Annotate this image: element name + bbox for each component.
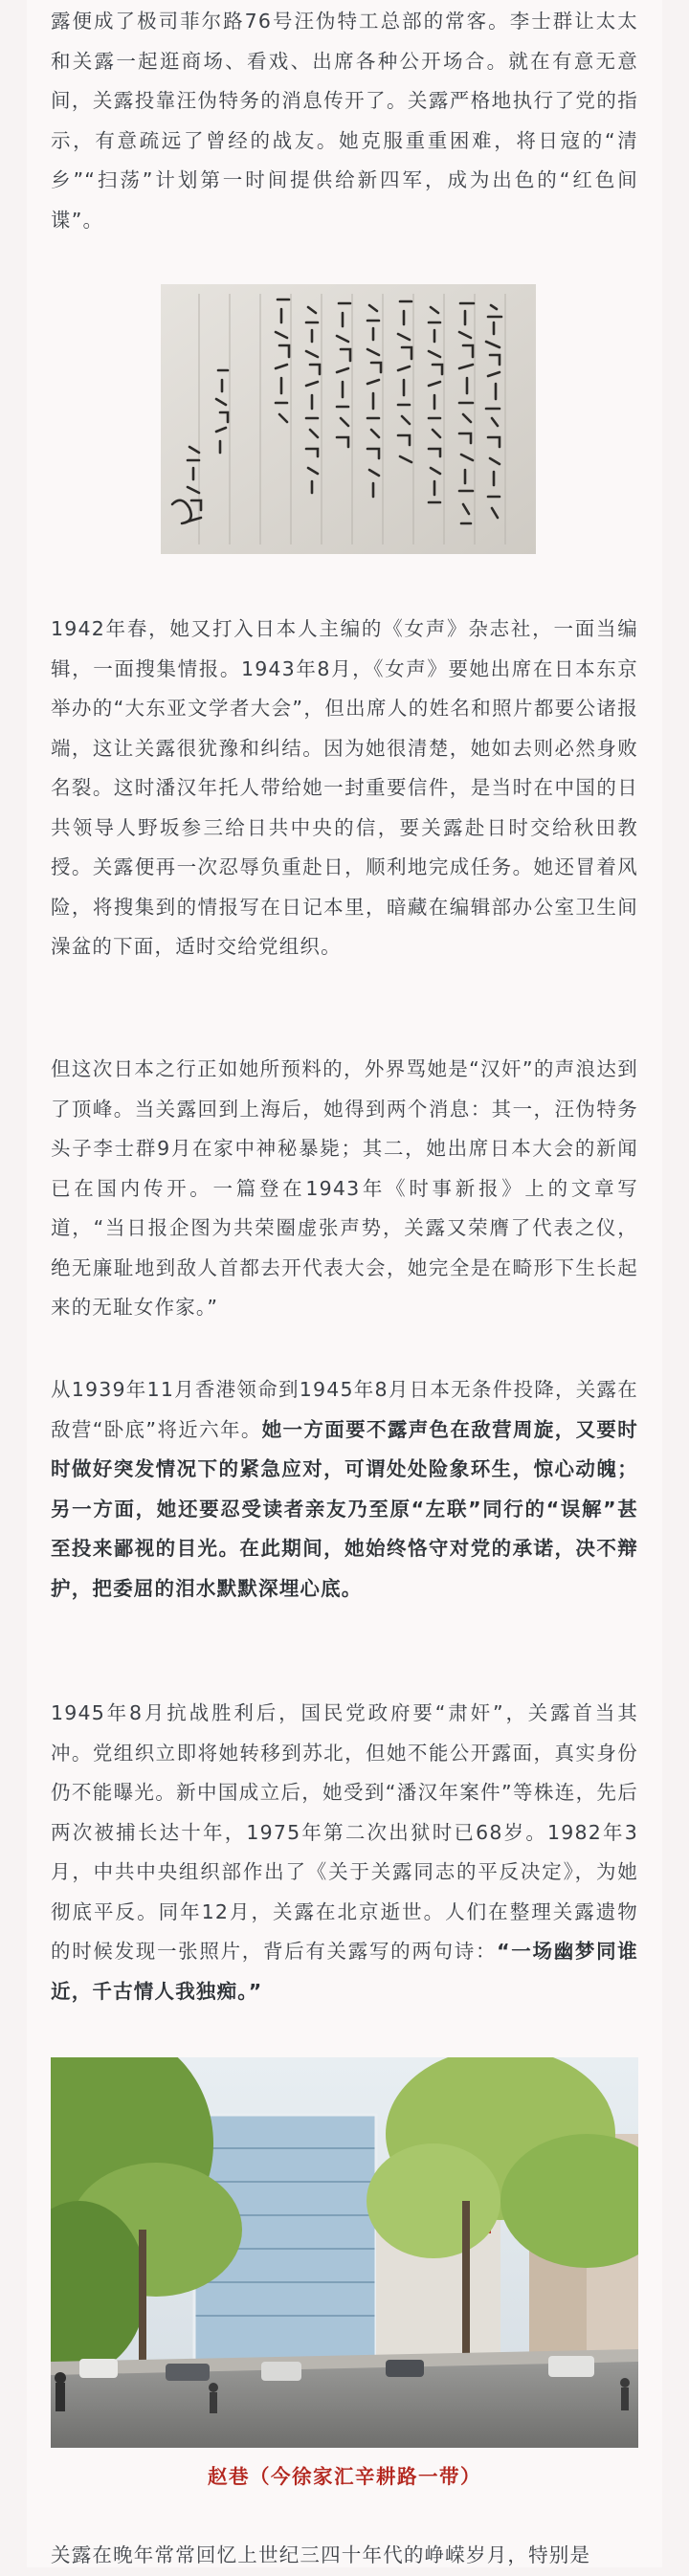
handwritten-document-image [161, 284, 536, 554]
poem-quote: “一场幽梦同谁近，千古情人我独痴。” [51, 1940, 638, 2003]
paragraph-2: 1942年春，她又打入日本人主编的《女声》杂志社，一面当编辑，一面搜集情报。1943年8月，《女声》要她出席在日本东京举办的“大东亚文学者大会”，但出席人的姓名和照片都要公诸报端，这让关露很犹豫和纠结。因为她很清楚，她如去则必然身败名裂。这时潘汉年托人带给她一封重要信件，是当时在中国的日共领导人野坂参三给日共中央的信，要关露赴日时交给秋田教授。关露便再一次忍辱负重赴日，顺利地完成任务。她还冒着风险，将搜集到的情报写在日记本里，暗藏在编辑部办公室卫生间澡盆的下面，适时交给党组织。 [51, 617, 638, 958]
paragraph-6: 关露在晚年常常回忆上世纪三四十年代的峥嵘岁月，特别是 [51, 2543, 591, 2566]
article-page [27, 0, 662, 2567]
street-photo-caption: 赵巷（今徐家汇辛耕路一带） [208, 2465, 481, 2488]
paragraph-4-text: 从1939年11月香港领命到1945年8月日本无条件投降，关露在敌营“卧底”将近六年。 [51, 1378, 638, 1441]
paragraph-1: 露便成了极司菲尔路76号汪伪特工总部的常客。李士群让太太和关露一起逛商场、看戏、出席各种公开场合。就在有意无意间，关露投靠汪伪特务的消息传开了。关露严格地执行了党的指示，有意疏远了曾经的战友。她克服重重困难，将日寇的“清乡”“扫荡”计划第一时间提供给新四军，成为出色的“红色间谍”。 [51, 10, 638, 232]
paragraph-3: 但这次日本之行正如她所预料的，外界骂她是“汉奸”的声浪达到了顶峰。当关露回到上海后，她得到两个消息：其一，汪伪特务头子李士群9月在家中神秘暴毙；其二，她出席日本大会的新闻已在国内传开。一篇登在1943年《时事新报》上的文章写道，“当日报企图为共荣圈虚张声势，关露又荣膺了代表之仪，绝无廉耻地到敌人首都去开代表大会，她完全是在畸形下生长起来的无耻女作家。” [51, 1057, 638, 1319]
paragraph-5-text: 1945年8月抗战胜利后，国民党政府要“肃奸”，关露首当其冲。党组织立即将她转移到苏北，但她不能公开露面，真实身份仍不能曝光。新中国成立后，她受到“潘汉年案件”等株连，先后两次被捕长达十年，1975年第二次出狱时已68岁。1982年3月，中共中央组织部作出了《关于关露同志的平反决定》，为她彻底平反。同年12月，关露在北京逝世。人们在整理关露遗物的时候发现一张照片，背后有关露写的两句诗： [51, 1701, 638, 1963]
paragraph-5 [51, 1694, 638, 2011]
street-photo-image [51, 2057, 638, 2448]
paragraph-4-bold: 她一方面要不露声色在敌营周旋，又要时时做好突发情况下的紧急应对，可谓处处险象环生，惊心动魄；另一方面，她还要忍受读者亲友乃至原“左联”同行的“误解”甚至投来鄙视的目光。在此期间，她始终恪守对党的承诺，决不辩护，把委屈的泪水默默深埋心底。 [51, 1417, 638, 1600]
paragraph-4 [51, 1370, 638, 1609]
